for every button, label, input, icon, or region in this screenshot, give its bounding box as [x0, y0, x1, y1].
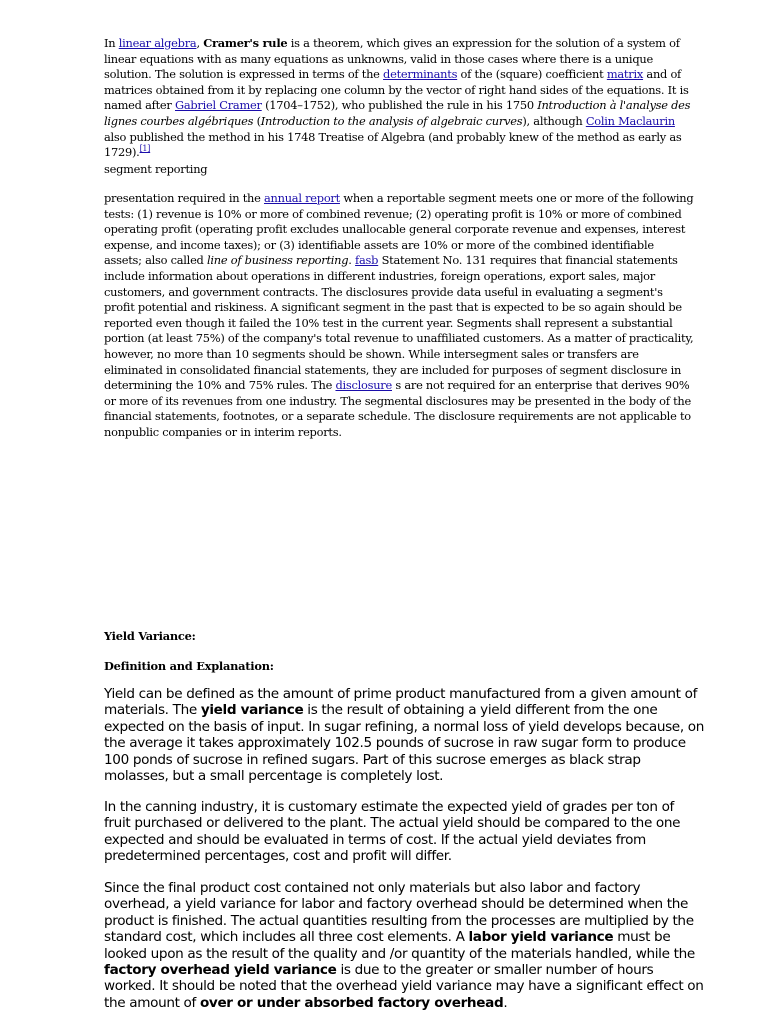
link-fasb[interactable]: fasb	[355, 253, 379, 268]
link-disclosure[interactable]: disclosure	[335, 378, 392, 393]
yield-variance-heading: Yield Variance:	[104, 629, 196, 643]
term-line-of-business-reporting: line of business reporting	[206, 253, 349, 268]
segment-reporting-heading: segment reporting	[104, 162, 208, 176]
cramers-rule-paragraph: In linear algebra, Cramer's rule is a theorem, which gives an expression for the solution of a system of linear equations with as many equations as unknowns, valid in those cases where there is a unique solution. The solution is expressed in terms of the determinants of the (square) coefficient matrix and of matrices obtained from it by replacing one column by the vector of right hand sides of the equations. It is named after Gabriel Cramer (1704–1752), who published the rule in his 1750 Introduction à l'analyse des lignes courbes algébriques (Introduction to the analysis of algebraic curves), although Colin Maclaurin also published the method in his 1748 Treatise of Algebra (and probably knew of the method as early as 1729).[1]	[104, 36, 691, 160]
link-gabriel-cramer[interactable]: Gabriel Cramer	[174, 98, 262, 113]
yield-paragraph-3: Since the final product cost contained not only materials but also labor and factory overhead, a yield variance for labor and factory overhead should be determined when the product is finished. The actual quantities resulting from the processes are multiplied by the standard cost, which includes all three cost elements. A labor yield variance must be looked upon as the result of the quality and /or quantity of the materials handled, while the factory overhead yield variance is due to the greater or smaller number of hours worked. It should be noted that the overhead yield variance may have a significant effect on the amount of over or under absorbed factory overhead.	[104, 880, 704, 1011]
link-linear-algebra[interactable]: linear algebra	[118, 36, 197, 50]
term-factory-overhead-yield-variance: factory overhead yield variance	[104, 962, 337, 979]
link-determinants[interactable]: determinants	[383, 67, 458, 82]
book-title-translation: Introduction to the analysis of algebraic curves	[260, 113, 523, 128]
definition-heading: Definition and Explanation:	[104, 659, 274, 673]
book-title: Introduction à l'analyse des lignes courbes algébriques	[104, 98, 691, 128]
term-cramers-rule: Cramer's rule	[203, 36, 288, 50]
term-yield-variance: yield variance	[200, 702, 304, 719]
citation-link[interactable]: [1]	[139, 144, 151, 154]
term-labor-yield-variance: labor yield variance	[468, 929, 614, 946]
link-annual-report[interactable]: annual report	[263, 191, 340, 205]
yield-paragraph-1: Yield can be defined as the amount of prime product manufactured from a given amount of materials. The yield variance is the result of obtaining a yield different from the one expected on the basis of input. In sugar refining, a normal loss of yield develops because, on the average it takes approximately 102.5 pounds of sucrose in raw sugar form to produce 100 ponds of sucrose in refined sugars. Part of this sucrose emerges as black strap molasses, but a small percentage is completely lost.	[104, 686, 704, 785]
link-colin-maclaurin[interactable]: Colin Maclaurin	[585, 113, 675, 128]
yield-paragraph-2: In the canning industry, it is customary estimate the expected yield of grades per ton of fruit purchased or delivered to the plant. The actual yield should be compared to the one expected and should be evaluated in terms of cost. If the actual yield deviates from predetermined percentages, cost and profit will differ.	[104, 799, 681, 865]
segment-reporting-paragraph: presentation required in the annual report when a reportable segment meets one or more of the following tests: (1) revenue is 10% or more of combined revenue; (2) operating profit is 10% or more of combined operating profit (operating profit excludes unallocable general corporate revenue and expenses, interest expense, and income taxes); or (3) identifiable assets are 10% or more of the combined identifiable assets; also called line of business reporting. fasb Statement No. 131 requires that financial statements include information about operations in different industries, foreign operations, export sales, major customers, and government contracts. The disclosures provide data useful in evaluating a segment's profit potential and riskiness. A significant segment in the past that is expected to be so again should be reported even though it failed the 10% test in the current year. Segments shall represent a substantial portion (at least 75%) of the company's total revenue to unaffiliated customers. As a matter of practicality, however, no more than 10 segments should be shown. While intersegment sales or transfers are eliminated in consolidated financial statements, they are included for purposes of segment disclosure in determining the 10% and 75% rules. The disclosure s are not required for an enterprise that derives 90% or more of its revenues from one industry. The segmental disclosures may be presented in the body of the financial statements, footnotes, or a separate schedule. The disclosure requirements are not applicable to nonpublic companies or in interim reports.	[104, 191, 694, 439]
term-over-under-absorbed-overhead: over or under absorbed factory overhead	[199, 994, 504, 1011]
link-matrix[interactable]: matrix	[606, 67, 644, 82]
